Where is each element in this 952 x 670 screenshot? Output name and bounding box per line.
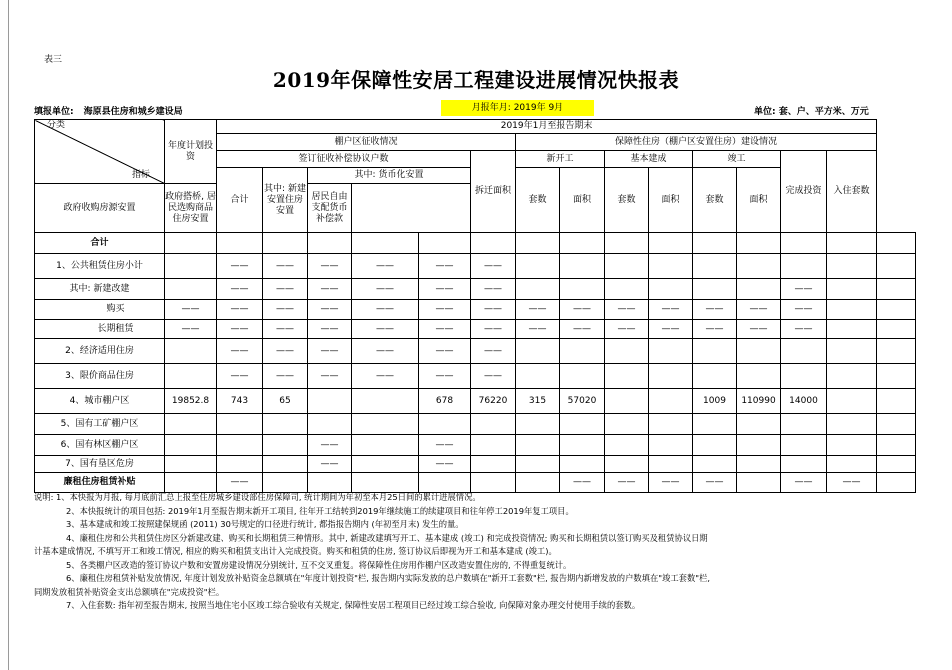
table-cell[interactable] <box>165 254 217 279</box>
table-cell[interactable]: —— <box>308 279 352 300</box>
table-cell[interactable] <box>693 364 737 389</box>
table-cell[interactable] <box>308 414 352 435</box>
table-cell[interactable]: —— <box>560 473 605 493</box>
table-cell[interactable]: —— <box>419 456 471 473</box>
table-cell[interactable] <box>827 320 877 339</box>
header-completion-units: 套数 <box>693 168 737 233</box>
table-cell[interactable] <box>877 473 916 493</box>
table-cell[interactable] <box>516 435 560 456</box>
table-cell[interactable] <box>217 456 263 473</box>
row-label: 长期租赁 <box>35 320 165 339</box>
table-cell[interactable]: —— <box>352 254 419 279</box>
table-cell[interactable] <box>419 473 471 493</box>
row-label: 购买 <box>35 300 165 320</box>
table-cell[interactable]: —— <box>217 364 263 389</box>
row-label: 4、城市棚户区 <box>35 389 165 414</box>
table-cell[interactable]: —— <box>308 254 352 279</box>
table-cell[interactable] <box>877 435 916 456</box>
table-cell[interactable] <box>649 279 693 300</box>
table-cell[interactable] <box>877 339 916 364</box>
table-cell[interactable]: —— <box>781 320 827 339</box>
table-cell[interactable]: 19852.8 <box>165 389 217 414</box>
row-label: 合计 <box>35 233 165 254</box>
row-label: 其中: 新建改建 <box>35 279 165 300</box>
row-label: 2、经济适用住房 <box>35 339 165 364</box>
table-cell[interactable]: —— <box>419 364 471 389</box>
table-cell[interactable] <box>516 254 560 279</box>
report-body <box>35 233 916 493</box>
table-row <box>35 254 916 279</box>
table-cell[interactable]: —— <box>217 339 263 364</box>
table-cell[interactable] <box>471 456 516 473</box>
table-cell[interactable] <box>649 364 693 389</box>
table-cell[interactable]: —— <box>471 320 516 339</box>
table-cell[interactable]: —— <box>165 300 217 320</box>
table-cell[interactable] <box>165 414 217 435</box>
table-cell[interactable]: 76220 <box>471 389 516 414</box>
header-period-range: 2019年1月至报告期末 <box>217 120 877 134</box>
category-indicator-header <box>35 120 165 184</box>
table-cell[interactable] <box>263 233 308 254</box>
table-cell[interactable]: —— <box>308 364 352 389</box>
sheet-label: 表三 <box>44 55 63 65</box>
table-cell[interactable]: —— <box>352 339 419 364</box>
table-cell[interactable]: —— <box>217 279 263 300</box>
table-cell[interactable] <box>877 300 916 320</box>
table-cell[interactable] <box>560 364 605 389</box>
table-cell[interactable] <box>781 233 827 254</box>
header-occupied-units: 入住套数 <box>827 151 877 233</box>
table-cell[interactable]: —— <box>693 473 737 493</box>
table-cell[interactable]: —— <box>263 364 308 389</box>
header-completion-area: 面积 <box>737 168 781 233</box>
table-cell[interactable] <box>471 414 516 435</box>
table-cell[interactable] <box>827 364 877 389</box>
table-cell[interactable]: —— <box>471 364 516 389</box>
table-cell[interactable]: —— <box>419 435 471 456</box>
table-cell[interactable] <box>649 414 693 435</box>
units-label: 单位: 套、户、平方米、万元 <box>754 107 869 117</box>
table-cell[interactable] <box>516 456 560 473</box>
table-cell[interactable] <box>263 435 308 456</box>
table-cell[interactable] <box>560 456 605 473</box>
table-cell[interactable] <box>516 339 560 364</box>
table-cell[interactable] <box>827 233 877 254</box>
table-cell[interactable] <box>781 435 827 456</box>
table-cell[interactable] <box>516 233 560 254</box>
table-cell[interactable] <box>827 414 877 435</box>
table-cell[interactable] <box>516 364 560 389</box>
table-cell[interactable] <box>560 233 605 254</box>
table-cell[interactable] <box>217 414 263 435</box>
table-cell[interactable]: —— <box>308 339 352 364</box>
reporting-unit <box>34 104 183 117</box>
table-cell[interactable]: —— <box>471 339 516 364</box>
table-cell[interactable] <box>877 364 916 389</box>
table-cell[interactable] <box>605 414 649 435</box>
table-cell[interactable]: 1009 <box>693 389 737 414</box>
table-cell[interactable]: —— <box>693 300 737 320</box>
table-cell[interactable]: —— <box>560 320 605 339</box>
table-cell[interactable] <box>165 279 217 300</box>
table-cell[interactable] <box>352 389 419 414</box>
header-shanty-expropriation: 棚户区征收情况 <box>217 134 516 151</box>
note-line: 同期发放租赁补贴资金支出总额填在"完成投资"栏。 <box>34 586 225 597</box>
table-cell[interactable] <box>165 473 217 493</box>
table-cell[interactable]: —— <box>308 300 352 320</box>
table-cell[interactable]: —— <box>781 473 827 493</box>
header-monetized: 其中: 货币化安置 <box>308 168 471 184</box>
table-cell[interactable] <box>165 233 217 254</box>
row-label: 1、公共租赁住房小计 <box>35 254 165 279</box>
table-cell[interactable] <box>308 233 352 254</box>
table-row <box>35 389 916 414</box>
row-label: 6、国有林区棚户区 <box>35 435 165 456</box>
notes <box>34 491 914 613</box>
table-cell[interactable] <box>419 414 471 435</box>
note-line: 3、基本建成和竣工按照建保规函 (2011) 30号规定的口径进行统计, 都指报告期内 (年初至月末) 发生的量。 <box>66 519 464 529</box>
progress-report-table <box>34 119 916 493</box>
table-cell[interactable] <box>516 473 560 493</box>
reporting-unit-label: 填报单位: <box>34 107 74 117</box>
table-cell[interactable]: —— <box>263 254 308 279</box>
note-line: 2、本快报统计的项目包括: 2019年1月至报告期末新开工项目, 往年开工结转到2019年继续施工的续建项目和往年停工2019年复工项目。 <box>66 505 574 516</box>
header-completed-investment: 完成投资 <box>781 151 827 233</box>
table-cell[interactable] <box>827 456 877 473</box>
table-cell[interactable] <box>352 414 419 435</box>
table-cell[interactable]: 743 <box>217 389 263 414</box>
table-cell[interactable] <box>827 254 877 279</box>
table-cell[interactable]: —— <box>516 320 560 339</box>
table-cell[interactable] <box>471 233 516 254</box>
table-cell[interactable] <box>693 456 737 473</box>
table-row <box>35 233 916 254</box>
table-cell[interactable] <box>217 435 263 456</box>
header-basic-units: 套数 <box>605 168 649 233</box>
table-cell[interactable] <box>649 389 693 414</box>
table-cell[interactable] <box>352 473 419 493</box>
table-cell[interactable] <box>877 456 916 473</box>
table-cell[interactable] <box>693 279 737 300</box>
table-cell[interactable] <box>737 254 781 279</box>
table-cell[interactable]: —— <box>217 300 263 320</box>
table-cell[interactable] <box>560 435 605 456</box>
table-row <box>35 456 916 473</box>
table-cell[interactable]: —— <box>781 300 827 320</box>
header-new-start: 新开工 <box>516 151 605 168</box>
table-cell[interactable]: —— <box>649 320 693 339</box>
header-signed-households: 签订征收补偿协议户数 <box>217 151 471 168</box>
table-cell[interactable]: —— <box>649 473 693 493</box>
table-cell[interactable] <box>352 233 419 254</box>
table-cell[interactable] <box>827 279 877 300</box>
table-cell[interactable] <box>781 339 827 364</box>
table-cell[interactable] <box>737 339 781 364</box>
page-title: 2019年保障性安居工程建设进展情况快报表 <box>272 68 680 92</box>
table-cell[interactable] <box>605 389 649 414</box>
table-cell[interactable] <box>827 389 877 414</box>
note-line: 5、各类棚户区改造的签订协议户数和安置房建设情况分别统计, 互不交叉重复。将保障性住房用作棚户区改造安置住房的, 不得重复统计。 <box>66 559 572 570</box>
note-line: 4、廉租住房和公共租赁住房区分新建改建、购买和长期租赁三种情形。其中, 新建改建填写开工、基本建成 (竣工) 和完成投资情况; 购买和长期租赁以签订购买及租赁协议日期 <box>66 532 708 543</box>
header-gov-purchase: 政府收购房源安置 <box>35 184 165 233</box>
table-cell[interactable]: 678 <box>419 389 471 414</box>
row-label: 3、限价商品住房 <box>35 364 165 389</box>
table-cell[interactable] <box>605 435 649 456</box>
table-cell[interactable] <box>737 233 781 254</box>
table-cell[interactable]: —— <box>308 456 352 473</box>
table-cell[interactable]: —— <box>419 339 471 364</box>
table-cell[interactable]: —— <box>605 473 649 493</box>
table-cell[interactable] <box>165 364 217 389</box>
table-cell[interactable]: —— <box>693 320 737 339</box>
table-cell[interactable] <box>352 435 419 456</box>
table-cell[interactable] <box>827 300 877 320</box>
table-cell[interactable] <box>560 339 605 364</box>
header-basic-area: 面积 <box>649 168 693 233</box>
table-cell[interactable]: —— <box>471 279 516 300</box>
table-cell[interactable] <box>165 339 217 364</box>
table-cell[interactable]: —— <box>419 279 471 300</box>
table-cell[interactable] <box>605 233 649 254</box>
table-cell[interactable] <box>516 279 560 300</box>
table-cell[interactable]: —— <box>263 320 308 339</box>
table-cell[interactable]: —— <box>605 320 649 339</box>
table-cell[interactable] <box>877 389 916 414</box>
sheet-frame-left <box>8 0 9 670</box>
table-cell[interactable] <box>560 414 605 435</box>
table-cell[interactable]: —— <box>419 300 471 320</box>
table-cell[interactable] <box>649 456 693 473</box>
table-cell[interactable]: —— <box>263 339 308 364</box>
table-cell[interactable] <box>605 254 649 279</box>
row-label: 廉租住房租赁补贴 <box>35 473 165 493</box>
row-label: 7、国有垦区危房 <box>35 456 165 473</box>
table-cell[interactable] <box>649 233 693 254</box>
table-cell[interactable]: —— <box>263 300 308 320</box>
table-cell[interactable] <box>781 414 827 435</box>
table-cell[interactable]: 65 <box>263 389 308 414</box>
table-cell[interactable]: —— <box>419 320 471 339</box>
note-line: 说明: 1、本快报为月报, 每月底前汇总上报至住房城乡建设部住房保障司, 统计期间为年初至本月25日间的累计进展情况。 <box>34 492 481 502</box>
report-period-cell[interactable]: 月报年月: 2019年 9月 <box>441 100 594 116</box>
table-cell[interactable] <box>737 414 781 435</box>
note-line: 7、入住套数: 指年初至报告期末, 按照当地住宅小区竣工综合验收有关规定, 保障性安居工程项目已经过竣工综合验收, 向保障对象办理交付使用手续的套数。 <box>66 600 641 610</box>
reporting-unit-value: 海原县住房和城乡建设局 <box>83 107 183 117</box>
header-new-start-units: 套数 <box>516 168 560 233</box>
table-cell[interactable] <box>649 339 693 364</box>
table-cell[interactable] <box>308 389 352 414</box>
table-cell[interactable] <box>877 233 916 254</box>
table-cell[interactable] <box>693 435 737 456</box>
row-label: 5、国有工矿棚户区 <box>35 414 165 435</box>
table-cell[interactable]: —— <box>352 300 419 320</box>
table-cell[interactable] <box>693 254 737 279</box>
table-row <box>35 364 916 389</box>
table-cell[interactable] <box>352 456 419 473</box>
table-cell[interactable] <box>737 456 781 473</box>
table-cell[interactable]: 14000 <box>781 389 827 414</box>
table-cell[interactable] <box>877 414 916 435</box>
table-cell[interactable] <box>781 364 827 389</box>
table-cell[interactable]: —— <box>737 300 781 320</box>
table-cell[interactable] <box>737 364 781 389</box>
table-cell[interactable] <box>649 435 693 456</box>
table-cell[interactable] <box>737 279 781 300</box>
table-cell[interactable] <box>693 414 737 435</box>
table-cell[interactable]: —— <box>352 320 419 339</box>
table-cell[interactable] <box>877 279 916 300</box>
table-row <box>35 435 916 456</box>
table-cell[interactable]: —— <box>516 300 560 320</box>
table-cell[interactable]: —— <box>217 473 263 493</box>
header-signed-total: 合计 <box>217 168 263 233</box>
table-cell[interactable]: 57020 <box>560 389 605 414</box>
table-row <box>35 339 916 364</box>
header-new-resettlement: 其中: 新建安置住房安置 <box>263 168 308 233</box>
table-cell[interactable] <box>605 364 649 389</box>
table-cell[interactable]: —— <box>781 279 827 300</box>
table-cell[interactable] <box>693 233 737 254</box>
table-cell[interactable]: —— <box>352 279 419 300</box>
table-cell[interactable]: —— <box>308 435 352 456</box>
table-cell[interactable] <box>781 254 827 279</box>
table-cell[interactable] <box>693 339 737 364</box>
table-cell[interactable]: —— <box>827 473 877 493</box>
table-cell[interactable] <box>471 435 516 456</box>
table-row <box>35 473 916 493</box>
table-cell[interactable]: —— <box>217 320 263 339</box>
table-cell[interactable] <box>781 456 827 473</box>
table-cell[interactable] <box>419 233 471 254</box>
header-completion: 竣工 <box>693 151 781 168</box>
header-self-purchase-subsidy: 居民自由支配货币补偿款 <box>308 184 352 233</box>
header-new-start-area: 面积 <box>560 168 605 233</box>
table-cell[interactable]: —— <box>263 279 308 300</box>
table-cell[interactable] <box>827 339 877 364</box>
table-cell[interactable]: —— <box>605 300 649 320</box>
table-cell[interactable]: —— <box>649 300 693 320</box>
table-cell[interactable]: —— <box>217 254 263 279</box>
table-cell[interactable] <box>308 473 352 493</box>
header-demolition-area: 拆迁面积 <box>471 151 516 233</box>
table-cell[interactable] <box>165 456 217 473</box>
table-cell[interactable] <box>165 435 217 456</box>
table-cell[interactable] <box>560 254 605 279</box>
table-row <box>35 279 916 300</box>
table-cell[interactable] <box>217 233 263 254</box>
header-annual-plan-investment: 年度计划投资 <box>165 120 217 184</box>
table-cell[interactable] <box>560 279 605 300</box>
table-cell[interactable]: 315 <box>516 389 560 414</box>
table-cell[interactable]: —— <box>471 300 516 320</box>
table-row <box>35 320 916 339</box>
note-line: 计基本建成情况, 不填写开工和竣工情况, 相应的购买和租赁支出计入完成投资。购买和租赁的住房, 签订协议后即视为开工和基本建成 (竣工)。 <box>34 546 557 556</box>
header-category: 分类 <box>47 120 66 130</box>
note-line: 6、廉租住房租赁补贴发放情况, 年度计划发放补贴资金总额填在"年度计划投资"栏, 报告期内实际发放的总户数填在"新开工套数"栏, 报告期内新增发放的户数填在"竣工套数"栏, <box>66 573 711 583</box>
table-cell[interactable] <box>263 456 308 473</box>
table-cell[interactable] <box>263 473 308 493</box>
table-cell[interactable]: —— <box>737 320 781 339</box>
header-gov-arranged: 政府搭桥, 居民选购商品住房安置 <box>165 184 217 233</box>
table-cell[interactable] <box>827 435 877 456</box>
table-cell[interactable] <box>516 414 560 435</box>
table-cell[interactable]: —— <box>352 364 419 389</box>
header-basic-completion: 基本建成 <box>605 151 693 168</box>
table-cell[interactable] <box>471 473 516 493</box>
header-indicator: 指标 <box>131 170 150 180</box>
table-cell[interactable] <box>649 254 693 279</box>
table-cell[interactable]: —— <box>165 320 217 339</box>
table-row <box>35 300 916 320</box>
table-cell[interactable]: —— <box>560 300 605 320</box>
table-cell[interactable] <box>605 456 649 473</box>
table-row <box>35 414 916 435</box>
table-cell[interactable] <box>263 414 308 435</box>
table-cell[interactable] <box>737 473 781 493</box>
table-cell[interactable]: —— <box>419 254 471 279</box>
table-cell[interactable] <box>605 279 649 300</box>
table-cell[interactable] <box>605 339 649 364</box>
table-cell[interactable] <box>877 254 916 279</box>
table-cell[interactable]: —— <box>471 254 516 279</box>
header-housing-construction: 保障性住房（棚户区安置住房）建设情况 <box>516 134 877 151</box>
table-cell[interactable]: 110990 <box>737 389 781 414</box>
table-cell[interactable] <box>737 435 781 456</box>
table-cell[interactable]: —— <box>308 320 352 339</box>
table-cell[interactable] <box>877 320 916 339</box>
